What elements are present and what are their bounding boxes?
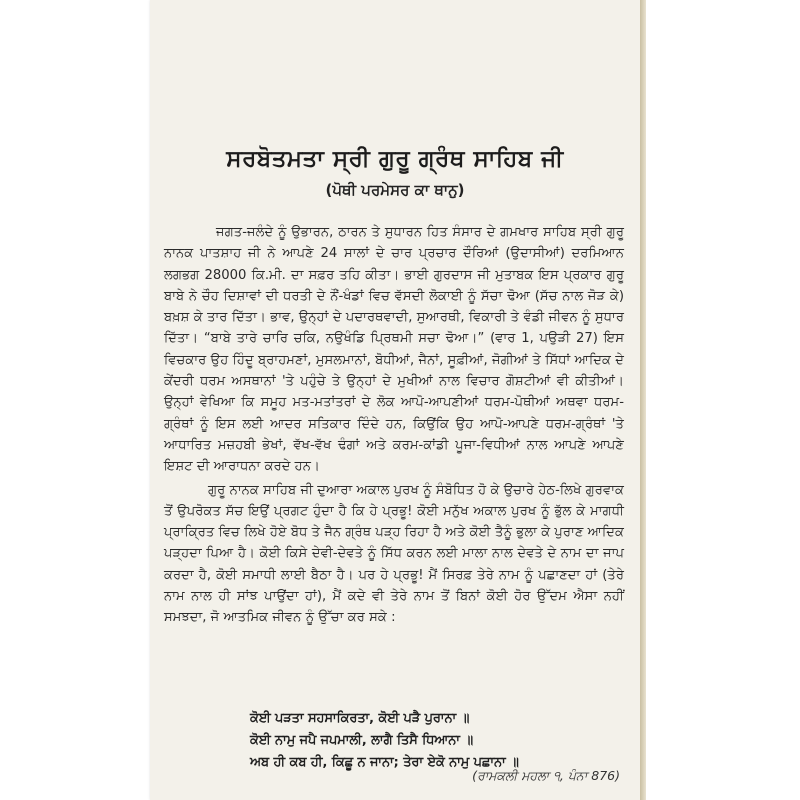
verse-citation: (ਰਾਮਕਲੀ ਮਹਲਾ ੧, ਪੰਨਾ 876) (472, 768, 620, 783)
body-text (164, 222, 624, 631)
page-subtitle: (ਪੋਥੀ ਪਰਮੇਸਰ ਕਾ ਥਾਨੁ) (325, 181, 465, 199)
verse-line-3: ਅਬ ਹੀ ਕਬ ਹੀ, ਕਿਛੂ ਨ ਜਾਨਾ; ਤੇਰਾ ਏਕੋ ਨਾਮੁ ਪਛਾਨਾ ॥ (250, 755, 519, 770)
verse-line-1: ਕੋਈ ਪੜਤਾ ਸਹਸਾਕਿਰਤਾ, ਕੋਈ ਪੜੈ ਪੁਰਾਨਾ ॥ (250, 711, 470, 726)
verse-line-2: ਕੋਈ ਨਾਮੁ ਜਪੈ ਜਪਮਾਲੀ, ਲਾਗੈ ਤਿਸੈ ਧਿਆਨਾ ॥ (250, 733, 473, 748)
page-edge (640, 0, 646, 800)
verse-block (250, 708, 620, 774)
paragraph-2: ਗੁਰੂ ਨਾਨਕ ਸਾਹਿਬ ਜੀ ਦੁਆਰਾ ਅਕਾਲ ਪੁਰਖ ਨੂੰ ਸੰਬੋਧਿਤ ਹੋ ਕੇ ਉਚਾਰੇ ਹੇਠ-ਲਿਖੇ ਗੁਰਵਾਕ ਤੋਂ ਉਪਰੋਕਤ ਸੱਚ ਇਉਂ ਪ੍ਰਗਟ ਹੁੰਦਾ ਹੈ ਕਿ ਹੇ ਪ੍ਰਭੂ! ਕੋਈ ਮਨੁੱਖ ਅਕਾਲ ਪੁਰਖ ਨੂੰ ਭੁੱਲ ਕੇ ਮਾਗਧੀ ਪ੍ਰਾਕ੍ਰਿਤ ਵਿਚ ਲਿਖੇ ਹੋਏ ਬੋਧ ਤੇ ਜੈਨ ਗ੍ਰੰਥ ਪੜ੍ਹ ਰਿਹਾ ਹੈ ਅਤੇ ਕੋਈ ਤੈਨੂੰ ਭੁਲਾ ਕੇ ਪੁਰਾਣ ਆਦਿਕ ਪੜ੍ਹਦਾ ਪਿਆ ਹੈ। ਕੋਈ ਕਿਸੇ ਦੇਵੀ-ਦੇਵਤੇ ਨੂੰ ਸਿੱਧ ਕਰਨ ਲਈ ਮਾਲਾ ਨਾਲ ਦੇਵਤੇ ਦੇ ਨਾਮ ਦਾ ਜਾਪ ਕਰਦਾ ਹੈ, ਕੋਈ ਸਮਾਧੀ ਲਾਈ ਬੈਠਾ ਹੈ। ਪਰ ਹੇ ਪ੍ਰਭੂ! ਮੈਂ ਸਿਰਫ਼ ਤੇਰੇ ਨਾਮ ਨੂੰ ਪਛਾਣਦਾ ਹਾਂ (ਤੇਰੇ ਨਾਮ ਨਾਲ ਹੀ ਸਾਂਝ ਪਾਉਂਦਾ ਹਾਂ), ਮੈਂ ਕਦੇ ਵੀ ਤੇਰੇ ਨਾਮ ਤੋਂ ਬਿਨਾਂ ਕੋਈ ਹੋਰ ਉੱਦਮ ਐਸਾ ਨਹੀਂ ਸਮਝਦਾ, ਜੋ ਆਤਮਿਕ ਜੀਵਨ ਨੂੰ ਉੱਚਾ ਕਰ ਸਕੇ : (164, 482, 624, 626)
book-page (150, 0, 640, 800)
page-title: ਸਰਬੋਤਮਤਾ ਸ੍ਰੀ ਗੁਰੂ ਗ੍ਰੰਥ ਸਾਹਿਬ ਜੀ (226, 146, 564, 172)
paragraph-1: ਜਗਤ-ਜਲੰਦੇ ਨੂੰ ਉਭਾਰਨ, ਠਾਰਨ ਤੇ ਸੁਧਾਰਨ ਹਿਤ ਸੰਸਾਰ ਦੇ ਗਮਖਾਰ ਸਾਹਿਬ ਸ੍ਰੀ ਗੁਰੂ ਨਾਨਕ ਪਾਤਸ਼ਾਹ ਜੀ ਨੇ ਆਪਣੇ 24 ਸਾਲਾਂ ਦੇ ਚਾਰ ਪ੍ਰਚਾਰ ਦੌਰਿਆਂ (ਉਦਾਸੀਆਂ) ਦਰਮਿਆਨ ਲਗਭਗ 28000 ਕਿ.ਮੀ. ਦਾ ਸਫ਼ਰ ਤਹਿ ਕੀਤਾ। ਭਾਈ ਗੁਰਦਾਸ ਜੀ ਮੁਤਾਬਕ ਇਸ ਪ੍ਰਕਾਰ ਗੁਰੂ ਬਾਬੇ ਨੇ ਚੌਹ ਦਿਸ਼ਾਵਾਂ ਦੀ ਧਰਤੀ ਦੇ ਨੌਂ-ਖੰਡਾਂ ਵਿਚ ਵੱਸਦੀ ਲੋਕਾਈ ਨੂੰ ਸੱਚਾ ਢੋਆ (ਸੱਚ ਨਾਲ ਜੋੜ ਕੇ) ਬਖ਼ਸ਼ ਕੇ ਤਾਰ ਦਿੱਤਾ। ਭਾਵ, ਉਨ੍ਹਾਂ ਦੇ ਪਦਾਰਥਵਾਦੀ, ਸੁਆਰਥੀ, ਵਿਕਾਰੀ ਤੇ ਵੰਡੀ ਜੀਵਨ ਨੂੰ ਸੁਧਾਰ ਦਿੱਤਾ। “ਬਾਬੇ ਤਾਰੇ ਚਾਰਿ ਚਕਿ, ਨਉਖੰਡਿ ਪ੍ਰਿਥਮੀ ਸਚਾ ਢੋਆ।” (ਵਾਰ 1, ਪਉੜੀ 27) ਇਸ ਵਿਚਕਾਰ ਉਹ ਹਿੰਦੂ ਬ੍ਰਾਹਮਣਾਂ, ਮੁਸਲਮਾਨਾਂ, ਬੋਧੀਆਂ, ਜੈਨਾਂ, ਸੂਫ਼ੀਆਂ, ਜੋਗੀਆਂ ਤੇ ਸਿੱਧਾਂ ਆਦਿਕ ਦੇ ਕੇਂਦਰੀ ਧਰਮ ਅਸਥਾਨਾਂ 'ਤੇ ਪਹੁੰਚੇ ਤੇ ਉਨ੍ਹਾਂ ਦੇ ਮੁਖੀਆਂ ਨਾਲ ਵਿਚਾਰ ਗੋਸ਼ਟੀਆਂ ਵੀ ਕੀਤੀਆਂ। ਉਨ੍ਹਾਂ ਵੇਖਿਆ ਕਿ ਸਮੂਹ ਮਤ-ਮਤਾਂਤਰਾਂ ਦੇ ਲੋਕ ਆਪੋ-ਆਪਣੀਆਂ ਧਰਮ-ਪੋਥੀਆਂ ਅਥਵਾ ਧਰਮ-ਗ੍ਰੰਥਾਂ ਨੂੰ ਇਸ ਲਈ ਆਦਰ ਸਤਿਕਾਰ ਦਿੰਦੇ ਹਨ, ਕਿਉਂਕਿ ਉਹ ਆਪੋ-ਆਪਣੇ ਧਰਮ-ਗ੍ਰੰਥਾਂ 'ਤੇ ਆਧਾਰਿਤ ਮਜ਼ਹਬੀ ਭੇਖਾਂ, ਵੱਖ-ਵੱਖ ਢੰਗਾਂ ਅਤੇ ਕਰਮ-ਕਾਂਡੀ ਪੂਜਾ-ਵਿਧੀਆਂ ਨਾਲ ਆਪਣੇ ਆਪਣੇ ਇਸ਼ਟ ਦੀ ਆਰਾਧਨਾ ਕਰਦੇ ਹਨ। (164, 225, 624, 475)
